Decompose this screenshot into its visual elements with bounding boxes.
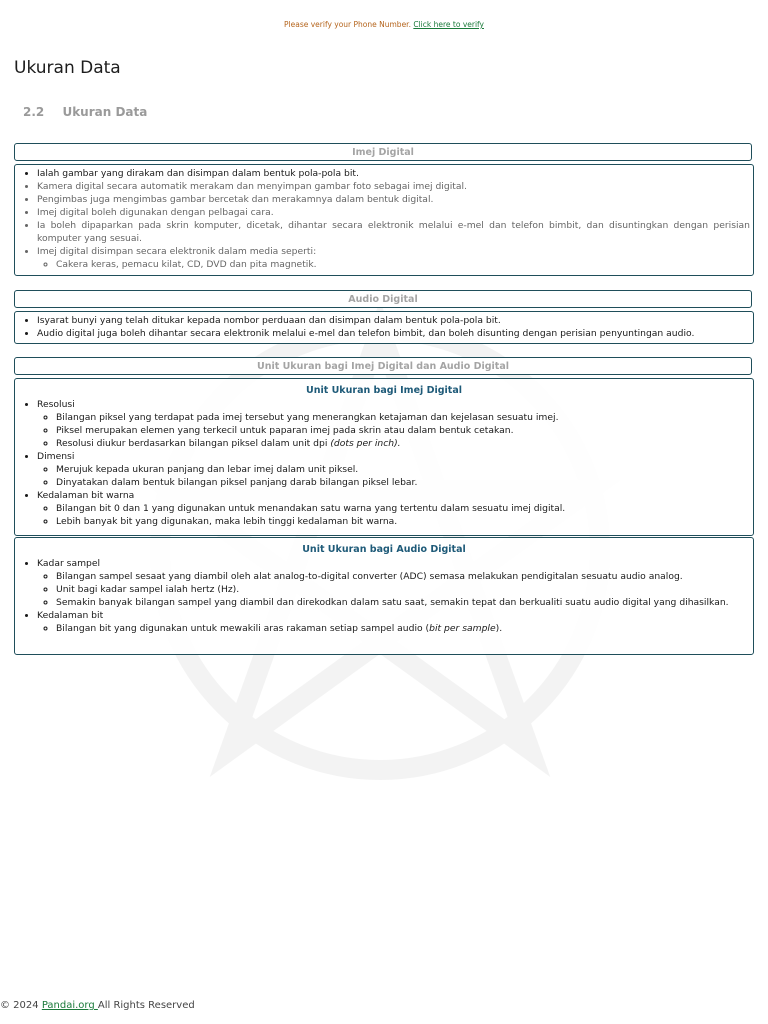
list-item — [37, 557, 753, 609]
sub-list-item: ◦ Bilangan sampel sesaat yang diambil oleh alat analog-to-digital converter (ADC) semasa melakukan pendigitalan sesuatu audio analog. — [56, 570, 750, 583]
kadar-sampel-label: Kadar sampel — [37, 558, 101, 569]
audio-unit-box — [14, 537, 754, 655]
verify-message: Please verify your Phone Number. — [284, 20, 411, 29]
bit-per-sample-em: bit per sample — [429, 623, 496, 634]
sub-list-item: ◦ Unit bagi kadar sampel ialah hertz (Hz). — [56, 583, 750, 596]
sub-list-item: ◦ Piksel merupakan elemen yang terkecil untuk paparan imej pada skrin atau dalam bentuk cetakan. — [56, 424, 750, 437]
list-item — [37, 489, 753, 528]
sub-list-item: ◦ Bilangan bit 0 dan 1 yang digunakan untuk menandakan satu warna yang tertentu dalam sesuatu imej digital. — [56, 502, 750, 515]
sub-list-item: ◦ Cakera keras, pemacu kilat, CD, DVD dan pita magnetik. — [56, 258, 750, 271]
kedalaman-bit-end: ). — [495, 623, 503, 634]
imej-digital-header: Imej Digital — [14, 143, 752, 161]
phone-verify-banner — [0, 20, 768, 29]
dpi-text: Resolusi diukur berdasarkan bilangan piksel dalam unit dpi — [56, 438, 331, 449]
kedalaman-bit-text: Bilangan bit yang digunakan untuk mewakili aras rakaman setiap sampel audio ( — [56, 623, 430, 634]
list-item — [37, 609, 753, 635]
dpi-em: (dots per inch). — [330, 438, 401, 449]
unit-ukuran-header: Unit Ukuran bagi Imej Digital dan Audio Digital — [14, 357, 752, 375]
sub-list-item: ◦ Lebih banyak bit yang digunakan, maka lebih tinggi kedalaman bit warna. — [56, 515, 750, 528]
footer — [0, 1000, 195, 1011]
list-item — [37, 398, 753, 450]
page-title: Ukuran Data — [14, 58, 121, 78]
footer-link[interactable]: Pandai.org — [41, 1000, 98, 1011]
audio-unit-title: Unit Ukuran bagi Audio Digital — [302, 544, 466, 555]
imej-digital-box — [14, 164, 754, 276]
list-item: • Ialah gambar yang dirakam dan disimpan dalam bentuk pola-pola bit. — [37, 167, 753, 180]
kedalaman-bit-label: Kedalaman bit — [37, 610, 104, 621]
audio-digital-header: Audio Digital — [14, 290, 752, 308]
imej-unit-title: Unit Ukuran bagi Imej Digital — [306, 385, 462, 396]
list-item: • Pengimbas juga mengimbas gambar bercetak dan merakamnya dalam bentuk digital. — [37, 193, 753, 206]
sub-list-item — [56, 622, 750, 635]
list-item: • Isyarat bunyi yang telah ditukar kepada nombor perduaan dan disimpan dalam bentuk pola-pola bit. — [37, 314, 753, 327]
sub-list-item: ◦ Bilangan piksel yang terdapat pada imej tersebut yang menerangkan ketajaman dan kejelasan sesuatu imej. — [56, 411, 750, 424]
list-item: • Kamera digital secara automatik merakam dan menyimpan gambar foto sebagai imej digital. — [37, 180, 753, 193]
sub-list-item: ◦ Semakin banyak bilangan sampel yang diambil dan direkodkan dalam satu saat, semakin tepat dan berkualiti suatu audio digital yang dihasilkan. — [56, 596, 750, 609]
footer-rights: All Rights Reserved — [97, 1000, 195, 1011]
list-item — [37, 245, 753, 271]
list-item — [37, 450, 753, 489]
audio-digital-box — [14, 311, 754, 344]
sub-list-item: ◦ Dinyatakan dalam bentuk bilangan piksel panjang darab bilangan piksel lebar. — [56, 476, 750, 489]
imej-unit-box — [14, 378, 754, 536]
section-number: 2.2 — [23, 105, 45, 119]
section-heading — [23, 105, 147, 119]
sub-list-item: ◦ Merujuk kepada ukuran panjang dan lebar imej dalam unit piksel. — [56, 463, 750, 476]
list-item: • Audio digital juga boleh dihantar secara elektronik melalui e-mel dan telefon bimbit, dan boleh disunting dengan perisian penyuntingan audio. — [37, 327, 753, 340]
dimensi-label: Dimensi — [37, 451, 75, 462]
section-title: Ukuran Data — [62, 105, 148, 119]
footer-copyright: © 2024 — [0, 1000, 42, 1011]
kedalaman-warna-label: Kedalaman bit warna — [37, 490, 135, 501]
verify-link[interactable]: Click here to verify — [413, 20, 484, 29]
list-item: • Ia boleh dipaparkan pada skrin komputer, dicetak, dihantar secara elektronik melalui e-mel dan telefon bimbit, dan disuntingkan dengan perisian komputer yang sesuai. — [37, 219, 753, 245]
resolusi-label: Resolusi — [37, 399, 75, 410]
list-item-text: Imej digital disimpan secara elektronik dalam media seperti: — [37, 246, 317, 257]
list-item: • Imej digital boleh digunakan dengan pelbagai cara. — [37, 206, 753, 219]
sub-list-item — [56, 437, 750, 450]
